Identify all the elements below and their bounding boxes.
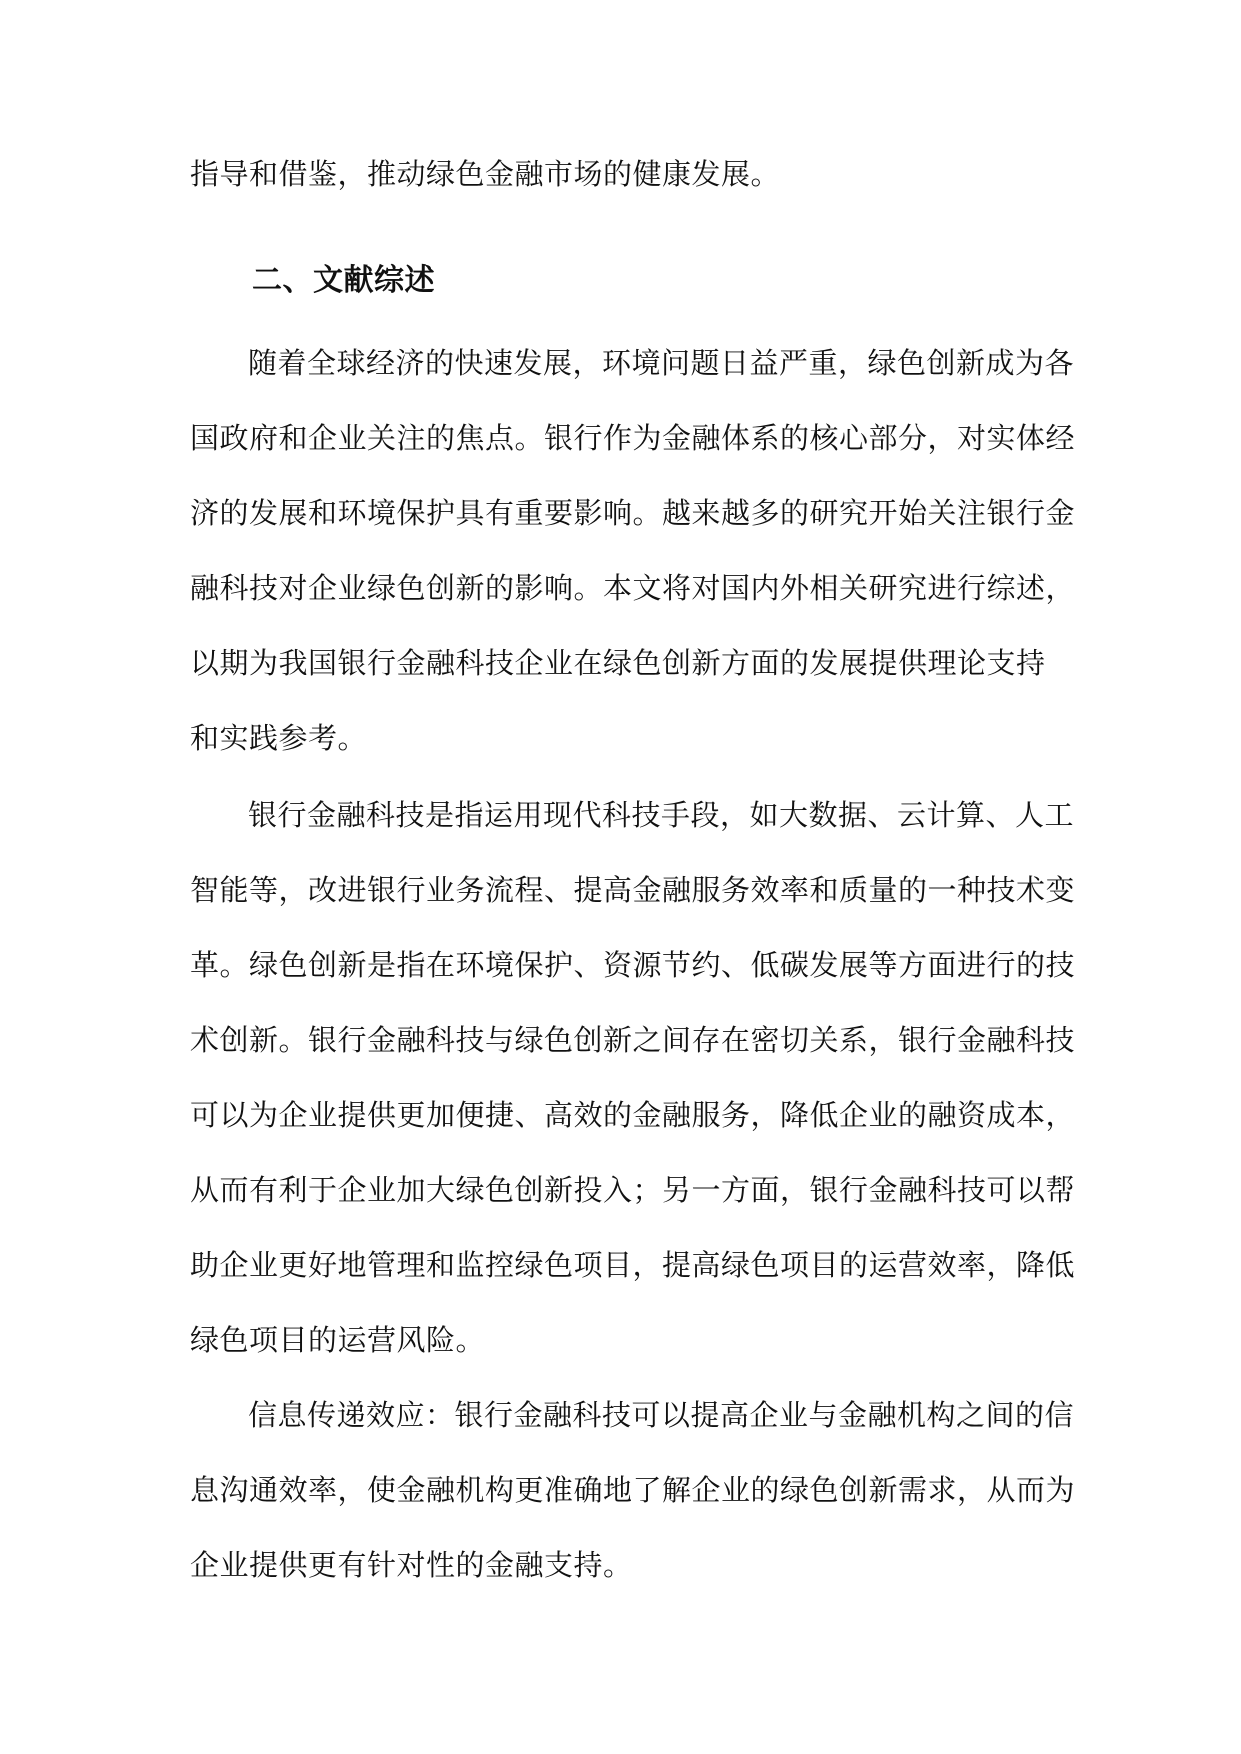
paragraph-2-line-3: 革。绿色创新是指在环境保护、资源节约、低碳发展等方面进行的技 <box>190 948 1076 982</box>
paragraph-3-line-1: 信息传递效应：银行金融科技可以提高企业与金融机构之间的信 <box>248 1398 1075 1432</box>
paragraph-1-line-4: 融科技对企业绿色创新的影响。本文将对国内外相关研究进行综述， <box>190 571 1076 605</box>
paragraph-2-line-7: 助企业更好地管理和监控绿色项目，提高绿色项目的运营效率，降低 <box>190 1248 1076 1282</box>
paragraph-2-line-1: 银行金融科技是指运用现代科技手段，如大数据、云计算、人工 <box>248 798 1075 832</box>
paragraph-1-line-2: 国政府和企业关注的焦点。银行作为金融体系的核心部分，对实体经 <box>190 421 1076 455</box>
paragraph-2-line-6: 从而有利于企业加大绿色创新投入；另一方面，银行金融科技可以帮 <box>190 1173 1076 1207</box>
section-heading: 二、文献综述 <box>252 263 435 298</box>
paragraph-2-line-2: 智能等，改进银行业务流程、提高金融服务效率和质量的一种技术变 <box>190 873 1076 907</box>
intro-line: 指导和借鉴，推动绿色金融市场的健康发展。 <box>190 157 781 191</box>
paragraph-3-line-2: 息沟通效率，使金融机构更准确地了解企业的绿色创新需求，从而为 <box>190 1473 1076 1507</box>
paragraph-1-line-1: 随着全球经济的快速发展，环境问题日益严重，绿色创新成为各 <box>248 346 1075 380</box>
paragraph-2-line-5: 可以为企业提供更加便捷、高效的金融服务，降低企业的融资成本， <box>190 1098 1076 1132</box>
paragraph-1-line-6: 和实践参考。 <box>190 721 368 755</box>
paragraph-2-line-4: 术创新。银行金融科技与绿色创新之间存在密切关系，银行金融科技 <box>190 1023 1076 1057</box>
paragraph-3-line-3: 企业提供更有针对性的金融支持。 <box>190 1548 633 1582</box>
paragraph-1-line-5: 以期为我国银行金融科技企业在绿色创新方面的发展提供理论支持 <box>190 646 1046 680</box>
paragraph-1-line-3: 济的发展和环境保护具有重要影响。越来越多的研究开始关注银行金 <box>190 496 1076 530</box>
paragraph-2-line-8: 绿色项目的运营风险。 <box>190 1323 486 1357</box>
